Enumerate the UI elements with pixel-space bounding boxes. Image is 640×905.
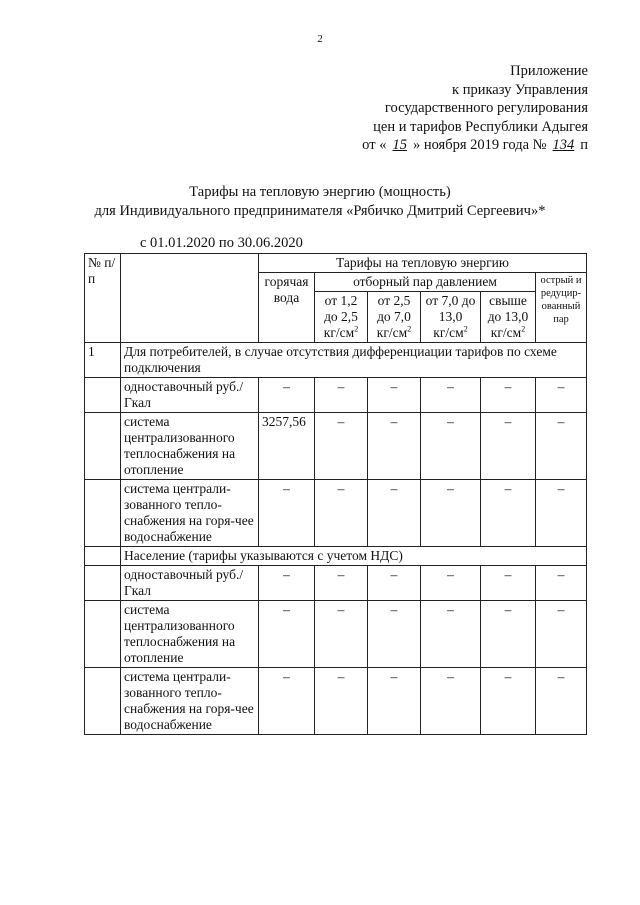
row-label: система централи-зованного тепло-снабжения на горя-чее водоснабжение (121, 480, 259, 547)
page-number: 2 (317, 33, 323, 45)
cell-value: – (368, 480, 421, 547)
cell-value: – (368, 378, 421, 413)
cell-value: – (481, 480, 536, 547)
cell-value: – (481, 668, 536, 735)
title-line-2: для Индивидуального предпринимателя «Рябичко Дмитрий Сергеевич»* (94, 203, 546, 219)
cell-value: – (259, 601, 315, 668)
header-pressure-1: от 1,2 до 2,5 $кг/см^2$ (315, 292, 368, 343)
cell-value: – (315, 668, 368, 735)
table-row (85, 566, 587, 601)
appendix-line-4: цен и тарифов Республики Адыгея (373, 118, 588, 135)
appendix-block (362, 62, 588, 155)
table-row (85, 668, 587, 735)
cell-value: – (259, 566, 315, 601)
table-row (85, 378, 587, 413)
cell-value: – (421, 480, 481, 547)
header-empty (121, 254, 259, 343)
cell-value: 3257,56 (259, 413, 315, 480)
cell-value: – (315, 413, 368, 480)
cell-value: – (536, 601, 587, 668)
document-title (0, 183, 640, 221)
handwritten-day: 15 (392, 137, 407, 153)
row-label: система централизованного теплоснабжения на отопление (121, 413, 259, 480)
cell-value: – (421, 413, 481, 480)
appendix-date-line (362, 136, 588, 155)
cell-value: – (368, 566, 421, 601)
appendix-line-1: Приложение (510, 63, 588, 79)
cell-value: – (259, 378, 315, 413)
header-no: № п/п (85, 254, 121, 343)
table-row (85, 480, 587, 547)
cell-value: – (368, 601, 421, 668)
cell-value: – (481, 378, 536, 413)
cell-value: – (368, 413, 421, 480)
cell-value: – (368, 668, 421, 735)
header-pressure-3: от 7,0 до 13,0 $кг/см^2$ (421, 292, 481, 343)
appendix-line-2: к приказу Управления (452, 81, 588, 98)
cell-value: – (421, 566, 481, 601)
date-prefix: от « (362, 137, 387, 153)
cell-value: – (259, 480, 315, 547)
cell-value: – (481, 413, 536, 480)
header-steam-group: отборный пар давлением (315, 273, 536, 292)
section-1-title: Для потребителей, в случае отсутствия дифференциации тарифов по схеме подключения (121, 343, 587, 378)
cell-value: – (421, 668, 481, 735)
order-suffix: п (580, 137, 588, 153)
row-label: одноставочный руб./Гкал (121, 378, 259, 413)
title-line-1: Тарифы на тепловую энергию (мощность) (189, 184, 451, 200)
date-middle: » ноября 2019 года № (412, 137, 547, 153)
header-pressure-4: свыше до 13,0 $кг/см^2$ (481, 292, 536, 343)
tariff-table (84, 253, 587, 735)
cell-value: – (421, 601, 481, 668)
cell-value: – (481, 601, 536, 668)
handwritten-number: 134 (552, 137, 575, 153)
header-pressure-2: от 2,5 до 7,0 $кг/см^2$ (368, 292, 421, 343)
cell-value: – (536, 413, 587, 480)
appendix-line-3: государственного регулирования (384, 100, 588, 116)
section-2-title: Население (тарифы указываются с учетом НДС) (121, 547, 587, 566)
cell-value: – (536, 378, 587, 413)
section-1-no: 1 (85, 343, 121, 378)
table-row (85, 601, 587, 668)
header-sharp-steam: острый и редуцир-ованный пар (536, 273, 587, 343)
cell-value: – (536, 480, 587, 547)
validity-period: с 01.01.2020 по 30.06.2020 (140, 235, 303, 251)
cell-value: – (315, 566, 368, 601)
table-row (85, 413, 587, 480)
cell-value: – (536, 668, 587, 735)
cell-value: – (315, 480, 368, 547)
cell-value: – (421, 378, 481, 413)
cell-value: – (481, 566, 536, 601)
row-label: одноставочный руб./Гкал (121, 566, 259, 601)
row-label: система централизованного теплоснабжения на отопление (121, 601, 259, 668)
cell-value: – (315, 378, 368, 413)
row-label: система централи-зованного тепло-снабжения на горя-чее водоснабжение (121, 668, 259, 735)
cell-value: – (259, 668, 315, 735)
cell-value: – (315, 601, 368, 668)
header-hot-water: горячая вода (259, 273, 315, 343)
cell-value: – (536, 566, 587, 601)
header-tariffs: Тарифы на тепловую энергию (259, 254, 587, 273)
